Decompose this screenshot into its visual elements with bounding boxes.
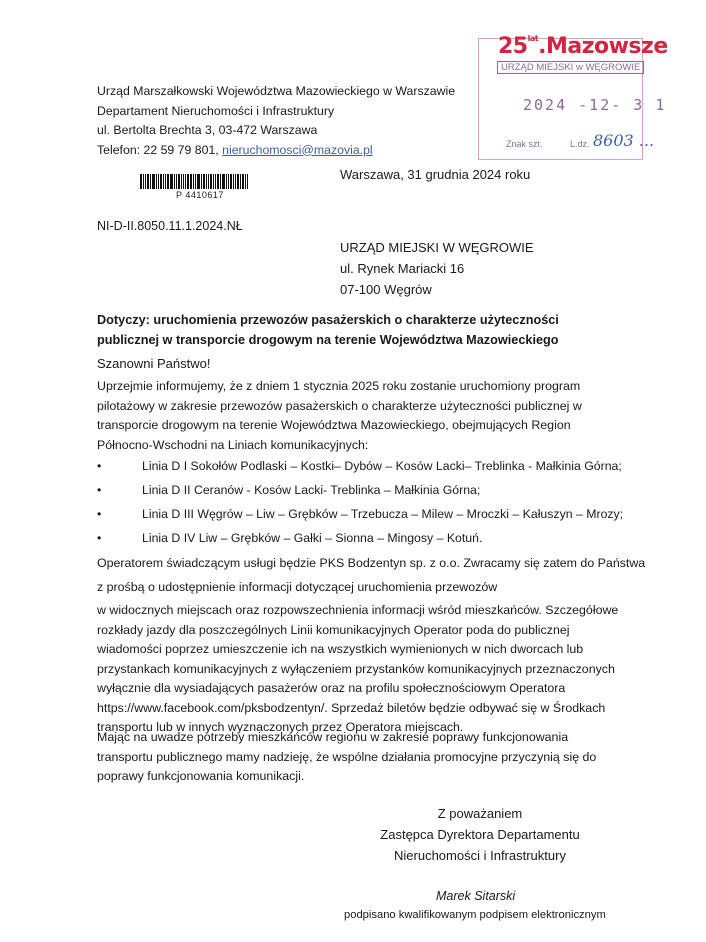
barcode-block (140, 174, 249, 200)
barcode-number: P 4410617 (176, 190, 224, 200)
salutation: Szanowni Państwo! (97, 356, 211, 371)
operator-line-2: z prośbą o udostępnienie informacji dotyczącej uruchomienia przewozów (97, 580, 498, 594)
intro-paragraph: Uprzejmie informujemy, że z dniem 1 stycznia 2025 roku zostanie uruchomiony program pilotażowy w zakresie przewozów pasażerskich o charakterze użyteczności publicznej w transporcie drogowym na terenie Województwa Mazowieckiego, obejmujących Region Północno-Wschodni na Liniach komunikacyjnych: (97, 379, 582, 452)
list-item: • Linia D I Sokołów Podlaski – Kostki– Dybów – Kosów Lacki– Treblinka - Małkinia Górna; (97, 459, 622, 473)
list-item: • Linia D II Ceranów - Kosów Lacki- Treblinka – Małkinia Górna; (97, 483, 481, 497)
list-item: • Linia D III Węgrów – Liw – Grębków – Trzebucza – Milew – Mroczki – Kałuszyn – Mrozy; (97, 507, 624, 521)
signer-name: Marek Sitarski (436, 889, 516, 903)
closing-paragraph: Mając na uwadze potrzeby mieszkańców regionu w zakresie poprawy funkcjonowania transportu publicznego mamy nadzieję, że wspólne działania promocyjne przyczynią się do poprawy funkcjonowania komunikacji. (97, 730, 597, 783)
sender-address (97, 82, 455, 160)
sender-line-office: Urząd Marszałkowski Województwa Mazowieckiego w Warszawie (97, 84, 456, 98)
place-date: Warszawa, 31 grudnia 2024 roku (340, 167, 531, 182)
stamp-office-name: URZĄD MIEJSKI w WĘGROWIE (497, 61, 644, 74)
recipient-line-name: URZĄD MIEJSKI W WĘGROWIE (340, 240, 534, 255)
closing-regards: Z poważaniem (437, 806, 523, 821)
letter-subject: Dotyczy: uruchomienia przewozów pasażerskich o charakterze użyteczności publicznej w transporcie drogowym na terenie Województwa Mazowieckiego (97, 313, 559, 347)
sender-email-link[interactable]: nieruchomosci@mazovia.pl (222, 142, 373, 157)
stamp-date: 2024 -12- 3 1 (523, 96, 667, 114)
closing-title: Zastępca Dyrektora Departamentu (380, 827, 580, 842)
barcode-icon (140, 174, 249, 189)
recipient-line-street: ul. Rynek Mariacki 16 (340, 261, 465, 276)
route-list (97, 459, 637, 555)
mazowsze-logo: $25^{lat}.Mazowsze$ (498, 34, 668, 59)
stamp-znak-label: Znak szt. (506, 139, 543, 149)
signature-note: podpisano kwalifikowanym podpisem elektronicznym (344, 909, 606, 921)
closing-block (360, 803, 600, 866)
recipient-line-city: 07-100 Węgrów (340, 282, 432, 297)
list-item: • Linia D IV Liw – Grębków – Gałki – Sionna – Mingosy – Kotuń. (97, 531, 483, 545)
stamp-handwritten-number: 8603 ... (593, 131, 655, 150)
stamp-ldz-label: L.dz. (570, 139, 590, 149)
schedule-paragraph: w widocznych miejscach oraz rozpowszechnienia informacji wśród mieszkańców. Szczegółowe rozkłady jazdy dla poszczególnych Linii komunikacyjnych Operator poda do publicznej wiadomości poprzez umieszczenie ich na wszystkich wymienionych w nich dworcach lub przystankach komunikacyjnych z wyłączeniem przystanków komunikacyjnych przeznaczonych wyłącznie dla wysiadających pasażerów oraz na profilu społecznościowym Operatora https://www.facebook.com/pksbodzentyn/. Sprzedaż biletów będzie odbywać się w Środkach transportu lub w innych wyznaczonych przez Operatora miejscach. (97, 603, 619, 734)
operator-line-1: Operatorem świadczącym usługi będzie PKS Bodzentyn sp. z o.o. Zwracamy się zatem do Państwa (97, 556, 646, 570)
reference-number: NI-D-II.8050.11.1.2024.NŁ (97, 219, 243, 233)
sender-line-department: Departament Nieruchomości i Infrastruktury (97, 103, 335, 118)
sender-line-street: ul. Bertolta Brechta 3, 03-472 Warszawa (97, 123, 318, 137)
recipient-address (340, 237, 534, 300)
closing-department: Nieruchomości i Infrastruktury (394, 848, 566, 863)
sender-phone: Telefon: 22 59 79 801, (97, 142, 223, 157)
sender-line-contact (97, 141, 455, 161)
